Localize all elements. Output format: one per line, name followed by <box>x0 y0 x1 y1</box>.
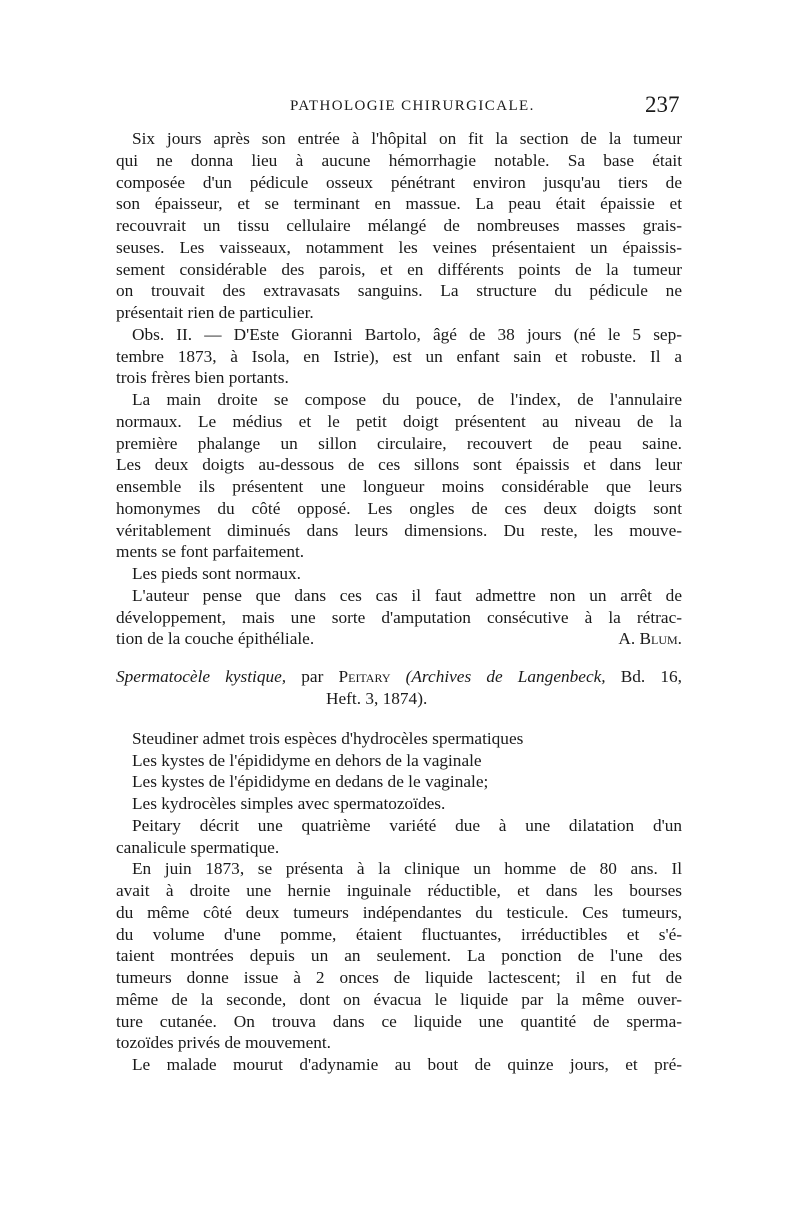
text-line: développement, mais une sorte d'amputation consécutive à la rétrac- <box>116 607 682 627</box>
text-line: canalicule spermatique. <box>116 837 280 857</box>
text-line: tozoïdes privés de mouvement. <box>116 1033 332 1053</box>
author-signature: A. Blum. <box>618 629 682 649</box>
text-line: avait à droite une hernie inguinale réductible, et dans les bourses <box>116 881 682 900</box>
text-line-with-signature <box>116 628 682 650</box>
text-line: tumeurs donne issue à 2 onces de liquide lactescent; il en fut de <box>116 968 682 987</box>
text-line: La main droite se compose du pouce, de l'index, de l'annulaire <box>132 390 682 409</box>
text-line: sement considérable des parois, et en différents points de la tumeur <box>116 259 682 279</box>
list-line: Les kystes de l'épididyme en dehors de la vaginale <box>132 750 482 770</box>
text-line: composée d'un pédicule osseux pénétrant environ jusqu'au tiers de <box>116 172 682 192</box>
text-line: véritablement diminués dans leurs dimensions. Du reste, les mouve- <box>116 520 682 540</box>
text-line: tembre 1873, à Isola, en Istrie), est un enfant sain et robuste. Il a <box>116 346 682 366</box>
article-author: Peitary <box>338 667 391 686</box>
text-line: Six jours après son entrée à l'hôpital on fit la section de la tumeur <box>132 129 682 148</box>
text-line: son épaisseur, et se terminant en massue. La peau était épaissie et <box>116 194 682 214</box>
text-line: Steudiner admet trois espèces d'hydrocèles spermatiques <box>132 728 524 748</box>
text-line: En juin 1873, se présenta à la clinique un homme de 80 ans. Il <box>132 859 682 879</box>
text-line: taient montrées depuis un an seulement. La ponction de l'une des <box>116 946 682 966</box>
text-line: qui ne donna lieu à aucune hémorrhagie notable. Sa base était <box>116 150 682 170</box>
article-title-line <box>116 666 682 688</box>
article-by: par <box>301 667 324 686</box>
text-line: on trouvait des extravasats sanguins. La structure du pédicule ne <box>116 281 682 301</box>
article-volume: Bd. 16, <box>620 667 682 686</box>
article-title: Spermatocèle kystique, <box>116 667 287 686</box>
body-text <box>116 128 682 1076</box>
text-line: homonymes du côté opposé. Les ongles de ces deux doigts sont <box>116 498 682 518</box>
text-line: L'auteur pense que dans ces cas il faut admettre non un arrêt de <box>132 585 682 605</box>
section-gap <box>116 650 682 666</box>
text-line: du volume d'une pomme, étaient fluctuantes, irréductibles et s'é- <box>116 924 682 944</box>
running-head <box>0 92 800 122</box>
text-line: Peitary décrit une quatrième variété due à une dilatation d'un <box>132 815 682 835</box>
text-line: trois frères bien portants. <box>116 368 289 388</box>
text-fragment: tion de la couche épithéliale. <box>116 629 315 649</box>
text-line: recouvrait un tissu cellulaire mélangé de nombreuses masses grais- <box>116 216 682 235</box>
text-line: Les deux doigts au-dessous de ces sillons sont épaissis et dans leur <box>116 455 682 475</box>
list-line: Les kystes de l'épididyme en dedans de le vaginale; <box>132 772 489 792</box>
article-source-line: Heft. 3, 1874). <box>326 689 428 708</box>
text-line: ture cutanée. On trouva dans ce liquide une quantité de sperma- <box>116 1011 682 1031</box>
text-line: même de la seconde, dont on évacua le liquide par la même ouver- <box>116 989 682 1009</box>
text-line: Le malade mourut d'adynamie au bout de quinze jours, et pré- <box>132 1055 682 1074</box>
article-source: (Archives de Langenbeck, <box>405 667 606 686</box>
text-line: Les pieds sont normaux. <box>132 564 301 583</box>
page-number: 237 <box>645 92 680 117</box>
text-line: première phalange un sillon circulaire, recouvert de peau saine. <box>116 433 682 453</box>
running-head-title: PATHOLOGIE CHIRURGICALE. <box>290 98 535 114</box>
text-line: du même côté deux tumeurs indépendantes du testicule. Ces tumeurs, <box>116 902 682 922</box>
text-line: seuses. Les vaisseaux, notamment les veines présentaient un épaissis- <box>116 237 682 257</box>
observation-heading-line: Obs. II. — D'Este Gioranni Bartolo, âgé de 38 jours (né le 5 sep- <box>132 324 682 344</box>
text-line: ensemble ils présentent une longueur moins considérable que leurs <box>116 477 682 496</box>
text-line: ments se font parfaitement. <box>116 542 305 562</box>
section-gap <box>116 710 682 728</box>
list-line: Les kydrocèles simples avec spermatozoïdes. <box>132 794 446 813</box>
text-line: présentait rien de particulier. <box>116 303 314 322</box>
text-line: normaux. Le médius et le petit doigt présentent au niveau de la <box>116 411 682 431</box>
